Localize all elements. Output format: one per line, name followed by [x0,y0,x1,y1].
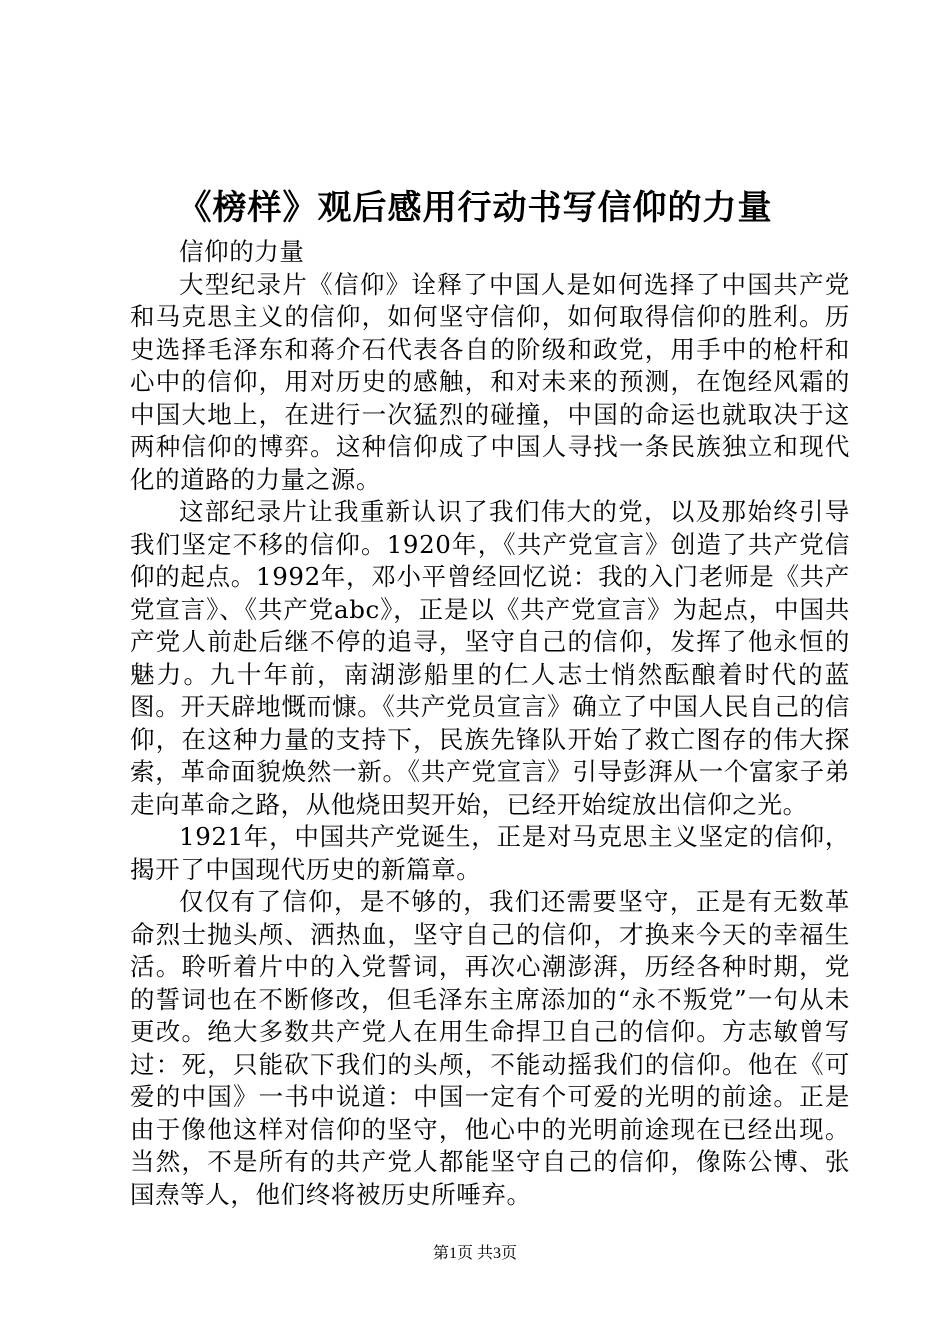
paragraph: 这部纪录片让我重新认识了我们伟大的党，以及那始终引导我们坚定不移的信仰。1920年，《共产党宣言》创造了共产党信仰的起点。1992年，邓小平曾经回忆说：我的入门老师是《共产党宣言》、《共产党abc》，正是以《共产党宣言》为起点，中国共产党人前赴后继不停的追寻，坚守自己的信仰，发挥了他永恒的魅力。九十年前，南湖澎船里的仁人志士悄然酝酿着时代的蓝图。开天辟地慨而慷。《共产党员宣言》确立了中国人民自己的信仰，在这种力量的支持下，民族先锋队开始了救亡图存的伟大探索，革命面貌焕然一新。《共产党宣言》引导彭湃从一个富家子弟走向革命之路，从他烧田契开始，已经开始绽放出信仰之光。 [130,497,850,819]
document-title: 《榜样》观后感用行动书写信仰的力量 [177,188,773,228]
page-footer: 第1页 共3页 [432,1245,517,1262]
paragraph: 1921年，中国共产党诞生，正是对马克思主义坚定的信仰，揭开了中国现代历史的新篇章。 [130,822,850,884]
paragraph: 大型纪录片《信仰》诠释了中国人是如何选择了中国共产党和马克思主义的信仰，如何坚守信仰，如何取得信仰的胜利。历史选择毛泽东和蒋介石代表各自的阶级和政党，用手中的枪杆和心中的信仰，用对历史的感触，和对未来的预测，在饱经风霜的中国大地上，在进行一次猛烈的碰撞，中国的命运也就取决于这两种信仰的博弈。这种信仰成了中国人寻找一条民族独立和现代化的道路的力量之源。 [130,269,850,494]
document-body [130,236,850,1211]
paragraph: 仅仅有了信仰，是不够的，我们还需要坚守，正是有无数革命烈士抛头颅、洒热血，坚守自己的信仰，才换来今天的幸福生活。聆听着片中的入党誓词，再次心潮澎湃，历经各种时期，党的誓词也在不断修改，但毛泽东主席添加的“永不叛党”一句从未更改。绝大多数共产党人在用生命捍卫自己的信仰。方志敏曾写过：死，只能砍下我们的头颅，不能动摇我们的信仰。他在《可爱的中国》一书中说道：中国一定有个可爱的光明的前途。正是由于像他这样对信仰的坚守，他心中的光明前途现在已经出现。当然，不是所有的共产党人都能坚守自己的信仰，像陈公博、张国焘等人，他们终将被历史所唾弃。 [130,887,850,1209]
section-heading: 信仰的力量 [179,237,305,266]
